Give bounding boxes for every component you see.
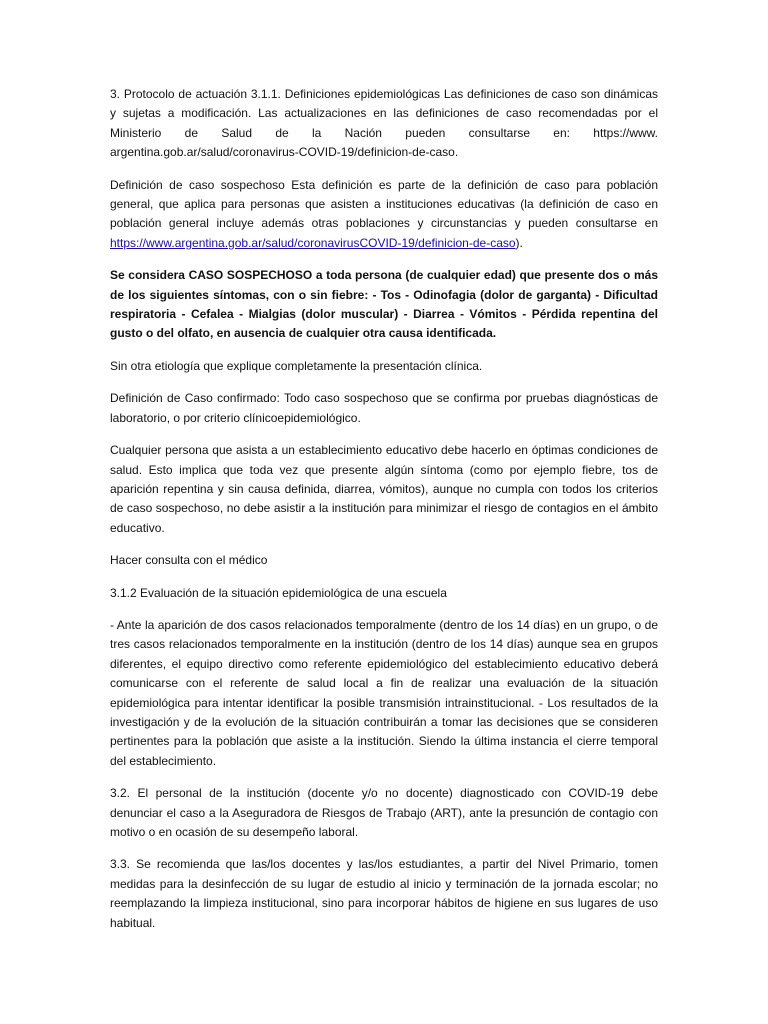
paragraph-suspected-case-definition	[110, 176, 658, 254]
suspected-case-text-end: ).	[515, 235, 523, 250]
paragraph-consult-doctor: Hacer consulta con el médico	[110, 553, 268, 568]
paragraph-etiology: Sin otra etiología que explique completamente la presentación clínica.	[110, 358, 483, 373]
paragraph-health-conditions: Cualquier persona que asista a un establecimiento educativo debe hacerlo en óptimas condiciones de salud. Esto implica que toda vez que presente algún síntoma (como por ejemplo fiebre, tos de aparición repentina y sin causa definida, diarrea, vómitos), aunque no cumpla con todos los criterios de caso sospechoso, no debe asistir a la institución para minimizar el riesgo de contagios en el ámbito educativo.	[110, 443, 658, 535]
paragraph-disinfection: 3.3. Se recomienda que las/los docentes y las/los estudiantes, a partir del Nivel Primario, tomen medidas para la desinfección de su lugar de estudio al inicio y terminación de la jornada escolar; no reemplazando la limpieza institucional, sino para incorporar hábitos de higiene en sus lugares de uso habitual.	[110, 857, 658, 930]
suspected-case-text: Definición de caso sospechoso Esta definición es parte de la definición de caso para población general, que aplica para personas que asisten a instituciones educativas (la definición de caso en población general incluye además otras poblaciones y circunstancias y pueden consultarse en	[110, 177, 658, 231]
definition-link[interactable]: https://www.argentina.gob.ar/salud/coronavirusCOVID-19/definicion-de-caso	[110, 235, 516, 250]
paragraph-staff-covid: 3.2. El personal de la institución (docente y/o no docente) diagnosticado con COVID-19 debe denunciar el caso a la Aseguradora de Riesgos de Trabajo (ART), ante la presunción de contagio con motivo o en ocasión de su desempeño laboral.	[110, 786, 658, 839]
paragraph-evaluation: - Ante la aparición de dos casos relacionados temporalmente (dentro de los 14 días) en un grupo, o de tres casos relacionados temporalmente en la institución (dentro de los 14 días) aunque sea en grupos diferentes, el equipo directivo como referente epidemiológico del establecimiento educativo deberá comunicarse con el referente de salud local a fin de realizar una evaluación de la situación epidemiológica para intentar identificar la posible transmisión intrainstitucional. - Los resultados de la investigación y de la evolución de la situación contribuirán a tomar las decisiones que se consideren pertinentes para la población que asiste a la institución. Siendo la última instancia el cierre temporal del establecimiento.	[110, 617, 658, 768]
paragraph-confirmed-case: Definición de Caso confirmado: Todo caso sospechoso que se confirma por pruebas diagnósticas de laboratorio, o por criterio clínicoepidemiológico.	[110, 391, 658, 425]
paragraph-protocol: 3. Protocolo de actuación 3.1.1. Definiciones epidemiológicas Las definiciones de caso son dinámicas y sujetas a modificación. Las actualizaciones en las definiciones de caso recomendadas por el Ministerio de Salud de la Nación pueden consultarse en: https://www. argentina.gob.ar/salud/coronavirus-COVID-19/definicion-de-caso.	[110, 87, 658, 160]
section-heading-evaluation: 3.1.2 Evaluación de la situación epidemiológica de una escuela	[110, 585, 447, 600]
paragraph-suspected-case-criteria: Se considera CASO SOSPECHOSO a toda persona (de cualquier edad) que presente dos o más de los siguientes síntomas, con o sin fiebre: - Tos - Odinofagia (dolor de garganta) - Dificultad respiratoria - Cefalea - Mialgias (dolor muscular) - Diarrea - Vómitos - Pérdida repentina del gusto o del olfato, en ausencia de cualquier otra causa identificada.	[110, 268, 658, 341]
